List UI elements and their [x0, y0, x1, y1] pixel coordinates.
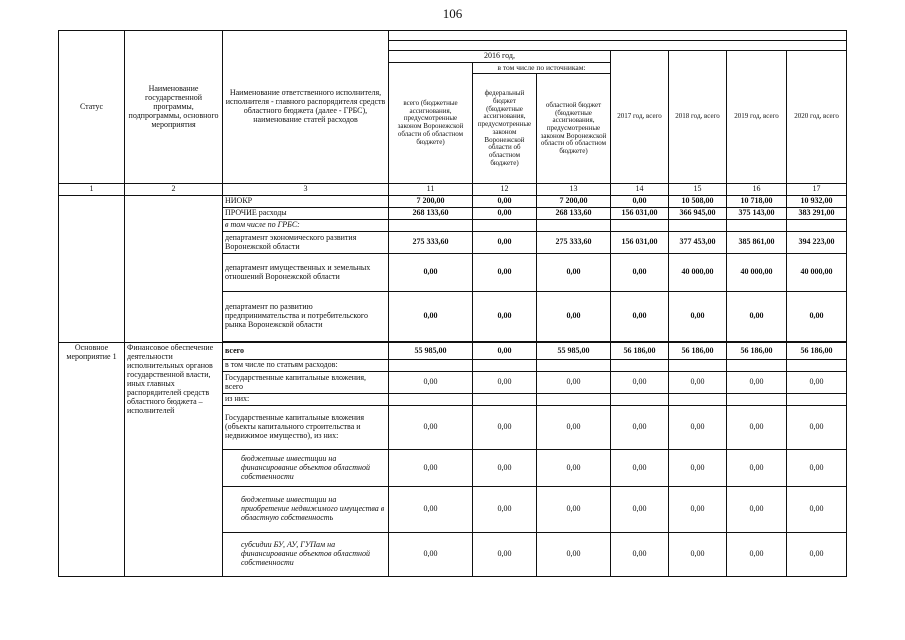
row-name: Государственные капитальные вложения (объекты капитального строительства и недвижимое имущество), из них: [223, 406, 389, 450]
value-cell: 0,00 [669, 372, 727, 394]
header-2018: 2018 год, всего [669, 51, 727, 184]
value-cell: 40 000,00 [787, 254, 847, 292]
value-cell: 0,00 [669, 533, 727, 577]
value-cell: 0,00 [473, 450, 537, 487]
value-cell: 10 718,00 [727, 196, 787, 208]
value-cell: 10 932,00 [787, 196, 847, 208]
col-index: 16 [727, 184, 787, 196]
col-index: 1 [59, 184, 125, 196]
col-index: 3 [223, 184, 389, 196]
header-program-name: Наименование государственной программы, подпрограммы, основного мероприятия [125, 31, 223, 184]
header-2019: 2019 год, всего [727, 51, 787, 184]
value-cell: 0,00 [787, 487, 847, 533]
row-name: бюджетные инвестиции на финансирование объектов областной собственности [223, 450, 389, 487]
row-name: НИОКР [223, 196, 389, 208]
value-cell: 0,00 [473, 372, 537, 394]
col-index: 15 [669, 184, 727, 196]
col-index: 14 [611, 184, 669, 196]
table-row [59, 196, 847, 208]
value-cell: 55 985,00 [537, 343, 611, 360]
row-name: Государственные капитальные вложения, всего [223, 372, 389, 394]
status-main-measure: Основное мероприятие 1 [59, 343, 125, 577]
value-cell: 268 133,60 [389, 208, 473, 220]
value-cell: 7 200,00 [389, 196, 473, 208]
value-cell: 0,00 [473, 406, 537, 450]
value-cell: 0,00 [473, 254, 537, 292]
program-main-measure: Финансовое обеспечение деятельности исполнительных органов государственной власти, иных главных распорядителей средств областного бюджета – исполнителей [125, 343, 223, 577]
by-articles-label: в том числе по статьям расходов: [223, 360, 389, 372]
row-name: субсидии БУ, АУ, ГУПам на финансирование объектов областной собственности [223, 533, 389, 577]
row-name: ПРОЧИЕ расходы [223, 208, 389, 220]
value-cell: 0,00 [611, 372, 669, 394]
value-cell: 268 133,60 [537, 208, 611, 220]
value-cell: 0,00 [669, 406, 727, 450]
value-cell: 0,00 [611, 196, 669, 208]
value-cell: 0,00 [727, 533, 787, 577]
value-cell: 0,00 [473, 487, 537, 533]
value-cell: 0,00 [787, 292, 847, 342]
row-name: департамент имущественных и земельных отношений Воронежской области [223, 254, 389, 292]
row-name: департамент экономического развития Воронежской области [223, 232, 389, 254]
value-cell: 0,00 [611, 292, 669, 342]
value-cell: 56 186,00 [787, 343, 847, 360]
col-index: 13 [537, 184, 611, 196]
value-cell: 0,00 [537, 406, 611, 450]
page-number: 106 [442, 6, 463, 21]
value-cell: 0,00 [473, 196, 537, 208]
value-cell: 0,00 [727, 372, 787, 394]
value-cell: 0,00 [389, 450, 473, 487]
value-cell: 0,00 [389, 292, 473, 342]
row-name: бюджетные инвестиции на приобретение недвижимого имущества в областную собственность [223, 487, 389, 533]
value-cell: 0,00 [473, 533, 537, 577]
value-cell: 383 291,00 [787, 208, 847, 220]
value-cell: 0,00 [389, 406, 473, 450]
budget-table [58, 30, 847, 577]
row-name-total: всего [223, 343, 389, 360]
value-cell: 0,00 [787, 372, 847, 394]
value-cell: 0,00 [611, 533, 669, 577]
value-cell: 55 985,00 [389, 343, 473, 360]
status-cell-empty [59, 196, 125, 343]
value-cell: 0,00 [669, 292, 727, 342]
header-2020: 2020 год, всего [787, 51, 847, 184]
col-index: 11 [389, 184, 473, 196]
col-index: 12 [473, 184, 537, 196]
value-cell: 0,00 [473, 232, 537, 254]
header-2017: 2017 год, всего [611, 51, 669, 184]
value-cell: 40 000,00 [727, 254, 787, 292]
value-cell: 0,00 [727, 450, 787, 487]
value-cell: 0,00 [611, 406, 669, 450]
header-blank-top [389, 31, 847, 41]
value-cell: 40 000,00 [669, 254, 727, 292]
value-cell: 56 186,00 [727, 343, 787, 360]
value-cell: 0,00 [611, 450, 669, 487]
value-cell: 394 223,00 [787, 232, 847, 254]
value-cell: 0,00 [389, 254, 473, 292]
value-cell: 0,00 [669, 487, 727, 533]
value-cell: 375 143,00 [727, 208, 787, 220]
header-blank-second [389, 41, 847, 51]
value-cell: 0,00 [389, 372, 473, 394]
col-index: 17 [787, 184, 847, 196]
row-name: департамент по развитию предпринимательства и потребительского рынка Воронежской области [223, 292, 389, 342]
value-cell: 0,00 [611, 487, 669, 533]
value-cell: 0,00 [537, 372, 611, 394]
value-cell: 377 453,00 [669, 232, 727, 254]
header-federal: федеральный бюджет (бюджетные ассигнования, предусмотренные законом Воронежской области об областном бюджете) [473, 74, 537, 184]
value-cell: 0,00 [389, 533, 473, 577]
value-cell: 56 186,00 [611, 343, 669, 360]
value-cell: 0,00 [787, 406, 847, 450]
value-cell: 156 031,00 [611, 208, 669, 220]
value-cell: 0,00 [787, 533, 847, 577]
value-cell: 0,00 [473, 343, 537, 360]
value-cell: 156 031,00 [611, 232, 669, 254]
header-incl-sources: в том числе по источникам: [473, 62, 611, 73]
value-cell: 0,00 [727, 292, 787, 342]
value-cell: 0,00 [727, 406, 787, 450]
grbs-label: в том числе по ГРБС: [223, 220, 389, 232]
value-cell: 0,00 [537, 450, 611, 487]
value-cell: 275 333,60 [537, 232, 611, 254]
program-cell-empty [125, 196, 223, 343]
value-cell: 10 508,00 [669, 196, 727, 208]
value-cell: 7 200,00 [537, 196, 611, 208]
value-cell: 0,00 [537, 292, 611, 342]
value-cell: 0,00 [669, 450, 727, 487]
value-cell: 0,00 [537, 254, 611, 292]
value-cell: 0,00 [389, 487, 473, 533]
value-cell: 275 333,60 [389, 232, 473, 254]
value-cell: 0,00 [611, 254, 669, 292]
value-cell: 366 945,00 [669, 208, 727, 220]
value-cell: 0,00 [727, 487, 787, 533]
value-cell: 0,00 [537, 533, 611, 577]
column-index-row [59, 184, 847, 196]
table-row [59, 343, 847, 360]
header-executor-name: Наименование ответственного исполнителя, исполнителя - главного распорядителя средств областного бюджета (далее - ГРБС), наименование статей расходов [223, 31, 389, 184]
header-total-2016: всего (бюджетные ассигнования, предусмотренные законом Воронежской области об областном бюджете) [389, 62, 473, 183]
value-cell: 0,00 [537, 487, 611, 533]
value-cell: 385 861,00 [727, 232, 787, 254]
value-cell: 0,00 [473, 208, 537, 220]
col-index: 2 [125, 184, 223, 196]
header-regional: областной бюджет (бюджетные ассигнования, предусмотренные законом Воронежской области об областном бюджете) [537, 74, 611, 184]
header-year-2016: 2016 год, [389, 51, 611, 63]
value-cell: 56 186,00 [669, 343, 727, 360]
header-status: Статус [59, 31, 125, 184]
of-which-label: из них: [223, 394, 389, 406]
value-cell: 0,00 [473, 292, 537, 342]
value-cell: 0,00 [787, 450, 847, 487]
